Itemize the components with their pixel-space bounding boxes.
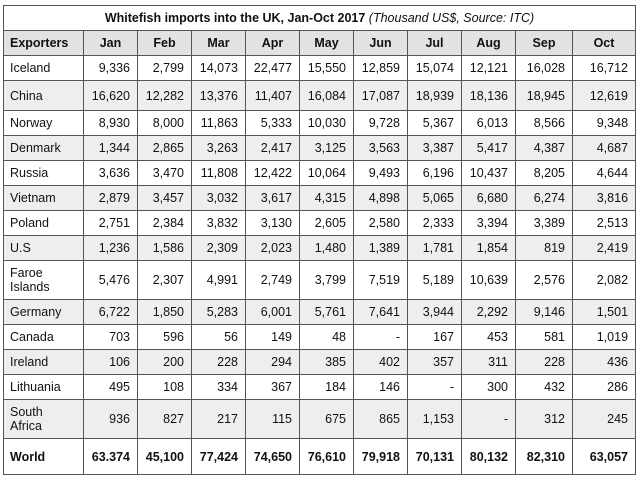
value-cell: 12,422	[246, 161, 300, 186]
value-cell: 10,064	[300, 161, 354, 186]
value-cell: 675	[300, 400, 354, 439]
value-cell: 11,808	[192, 161, 246, 186]
table-row	[4, 350, 636, 375]
table-row	[4, 325, 636, 350]
value-cell: 2,292	[462, 300, 516, 325]
exporter-name: Denmark	[4, 136, 84, 161]
value-cell: 2,082	[573, 261, 636, 300]
value-cell: 13,376	[192, 81, 246, 111]
value-cell: 2,751	[84, 211, 138, 236]
value-cell: 3,816	[573, 186, 636, 211]
table-row	[4, 56, 636, 81]
exporter-name: Vietnam	[4, 186, 84, 211]
value-cell: 184	[300, 375, 354, 400]
value-cell: 15,550	[300, 56, 354, 81]
value-cell: 45,100	[138, 439, 192, 475]
value-cell: 1,854	[462, 236, 516, 261]
value-cell: 6,274	[516, 186, 573, 211]
value-cell: 146	[354, 375, 408, 400]
value-cell: 4,387	[516, 136, 573, 161]
imports-table	[3, 5, 636, 475]
table-row	[4, 111, 636, 136]
exporter-name: Russia	[4, 161, 84, 186]
value-cell: 4,644	[573, 161, 636, 186]
value-cell: 6,680	[462, 186, 516, 211]
value-cell: 2,417	[246, 136, 300, 161]
value-cell: 402	[354, 350, 408, 375]
value-cell: -	[354, 325, 408, 350]
column-header-sep: Sep	[516, 31, 573, 56]
value-cell: 1,153	[408, 400, 462, 439]
value-cell: 300	[462, 375, 516, 400]
table-row	[4, 439, 636, 475]
value-cell: 9,348	[573, 111, 636, 136]
value-cell: 5,189	[408, 261, 462, 300]
value-cell: 217	[192, 400, 246, 439]
value-cell: 200	[138, 350, 192, 375]
value-cell: 2,580	[354, 211, 408, 236]
exporter-name: Canada	[4, 325, 84, 350]
value-cell: 3,387	[408, 136, 462, 161]
column-header-apr: Apr	[246, 31, 300, 56]
value-cell: 16,084	[300, 81, 354, 111]
value-cell: 12,121	[462, 56, 516, 81]
value-cell: 63,057	[573, 439, 636, 475]
value-cell: 76,610	[300, 439, 354, 475]
value-cell: 6,196	[408, 161, 462, 186]
value-cell: 819	[516, 236, 573, 261]
table-title-source: (Thousand US$, Source: ITC)	[368, 11, 535, 25]
value-cell: 5,761	[300, 300, 354, 325]
value-cell: 312	[516, 400, 573, 439]
table-row	[4, 211, 636, 236]
value-cell: 3,130	[246, 211, 300, 236]
table-row	[4, 161, 636, 186]
column-header-mar: Mar	[192, 31, 246, 56]
value-cell: 3,394	[462, 211, 516, 236]
value-cell: 357	[408, 350, 462, 375]
value-cell: 3,389	[516, 211, 573, 236]
value-cell: 10,639	[462, 261, 516, 300]
value-cell: 17,087	[354, 81, 408, 111]
value-cell: 16,620	[84, 81, 138, 111]
exporter-name: Germany	[4, 300, 84, 325]
column-header-exporters: Exporters	[4, 31, 84, 56]
value-cell: 495	[84, 375, 138, 400]
value-cell: 1,480	[300, 236, 354, 261]
value-cell: -	[462, 400, 516, 439]
value-cell: 1,781	[408, 236, 462, 261]
column-header-jun: Jun	[354, 31, 408, 56]
value-cell: 3,944	[408, 300, 462, 325]
value-cell: 1,586	[138, 236, 192, 261]
exporter-name: Ireland	[4, 350, 84, 375]
value-cell: 1,850	[138, 300, 192, 325]
exporter-name: U.S	[4, 236, 84, 261]
value-cell: 8,566	[516, 111, 573, 136]
value-cell: 827	[138, 400, 192, 439]
value-cell: 8,930	[84, 111, 138, 136]
value-cell: 703	[84, 325, 138, 350]
value-cell: 7,519	[354, 261, 408, 300]
value-cell: 14,073	[192, 56, 246, 81]
value-cell: 2,333	[408, 211, 462, 236]
value-cell: 10,030	[300, 111, 354, 136]
value-cell: 7,641	[354, 300, 408, 325]
value-cell: 79,918	[354, 439, 408, 475]
value-cell: 2,419	[573, 236, 636, 261]
value-cell: 3,636	[84, 161, 138, 186]
value-cell: 77,424	[192, 439, 246, 475]
value-cell: 3,799	[300, 261, 354, 300]
table-title-main: Whitefish imports into the UK, Jan-Oct 2017	[104, 11, 366, 25]
value-cell: 3,470	[138, 161, 192, 186]
value-cell: 581	[516, 325, 573, 350]
value-cell: 245	[573, 400, 636, 439]
value-cell: 12,282	[138, 81, 192, 111]
value-cell: 1,344	[84, 136, 138, 161]
value-cell: 167	[408, 325, 462, 350]
exporter-name: China	[4, 81, 84, 111]
value-cell: 6,013	[462, 111, 516, 136]
value-cell: 228	[516, 350, 573, 375]
value-cell: 436	[573, 350, 636, 375]
value-cell: 9,728	[354, 111, 408, 136]
value-cell: 15,074	[408, 56, 462, 81]
value-cell: 228	[192, 350, 246, 375]
value-cell: 3,032	[192, 186, 246, 211]
value-cell: 1,389	[354, 236, 408, 261]
value-cell: 2,023	[246, 236, 300, 261]
value-cell: 5,417	[462, 136, 516, 161]
exporter-name: Iceland	[4, 56, 84, 81]
value-cell: 9,493	[354, 161, 408, 186]
value-cell: 3,617	[246, 186, 300, 211]
exporter-name: Poland	[4, 211, 84, 236]
value-cell: 106	[84, 350, 138, 375]
value-cell: 1,236	[84, 236, 138, 261]
table-container	[0, 5, 640, 475]
value-cell: 2,307	[138, 261, 192, 300]
value-cell: 2,799	[138, 56, 192, 81]
column-header-jan: Jan	[84, 31, 138, 56]
exporter-name: Norway	[4, 111, 84, 136]
value-cell: 12,859	[354, 56, 408, 81]
table-row	[4, 300, 636, 325]
value-cell: -	[408, 375, 462, 400]
value-cell: 70,131	[408, 439, 462, 475]
value-cell: 48	[300, 325, 354, 350]
value-cell: 6,722	[84, 300, 138, 325]
value-cell: 5,476	[84, 261, 138, 300]
value-cell: 2,879	[84, 186, 138, 211]
value-cell: 3,125	[300, 136, 354, 161]
value-cell: 80,132	[462, 439, 516, 475]
value-cell: 9,146	[516, 300, 573, 325]
column-header-aug: Aug	[462, 31, 516, 56]
column-header-oct: Oct	[573, 31, 636, 56]
value-cell: 8,205	[516, 161, 573, 186]
value-cell: 3,263	[192, 136, 246, 161]
value-cell: 8,000	[138, 111, 192, 136]
value-cell: 2,384	[138, 211, 192, 236]
value-cell: 108	[138, 375, 192, 400]
value-cell: 1,501	[573, 300, 636, 325]
table-row	[4, 136, 636, 161]
value-cell: 2,309	[192, 236, 246, 261]
table-title	[4, 6, 636, 31]
table-row	[4, 81, 636, 111]
value-cell: 865	[354, 400, 408, 439]
value-cell: 3,832	[192, 211, 246, 236]
value-cell: 16,028	[516, 56, 573, 81]
column-header-may: May	[300, 31, 354, 56]
value-cell: 82,310	[516, 439, 573, 475]
value-cell: 2,513	[573, 211, 636, 236]
value-cell: 4,898	[354, 186, 408, 211]
value-cell: 11,407	[246, 81, 300, 111]
value-cell: 294	[246, 350, 300, 375]
value-cell: 16,712	[573, 56, 636, 81]
value-cell: 3,457	[138, 186, 192, 211]
value-cell: 453	[462, 325, 516, 350]
value-cell: 11,863	[192, 111, 246, 136]
value-cell: 2,749	[246, 261, 300, 300]
value-cell: 149	[246, 325, 300, 350]
value-cell: 596	[138, 325, 192, 350]
value-cell: 6,001	[246, 300, 300, 325]
exporter-name: Faroe Islands	[4, 261, 84, 300]
column-header-feb: Feb	[138, 31, 192, 56]
value-cell: 2,576	[516, 261, 573, 300]
table-row	[4, 261, 636, 300]
value-cell: 3,563	[354, 136, 408, 161]
value-cell: 385	[300, 350, 354, 375]
value-cell: 22,477	[246, 56, 300, 81]
value-cell: 10,437	[462, 161, 516, 186]
value-cell: 311	[462, 350, 516, 375]
value-cell: 74,650	[246, 439, 300, 475]
value-cell: 1,019	[573, 325, 636, 350]
value-cell: 367	[246, 375, 300, 400]
value-cell: 18,136	[462, 81, 516, 111]
value-cell: 334	[192, 375, 246, 400]
value-cell: 4,315	[300, 186, 354, 211]
value-cell: 4,687	[573, 136, 636, 161]
value-cell: 286	[573, 375, 636, 400]
value-cell: 936	[84, 400, 138, 439]
value-cell: 2,865	[138, 136, 192, 161]
value-cell: 2,605	[300, 211, 354, 236]
value-cell: 18,939	[408, 81, 462, 111]
value-cell: 5,367	[408, 111, 462, 136]
value-cell: 12,619	[573, 81, 636, 111]
value-cell: 5,333	[246, 111, 300, 136]
exporter-name: South Africa	[4, 400, 84, 439]
value-cell: 18,945	[516, 81, 573, 111]
value-cell: 9,336	[84, 56, 138, 81]
value-cell: 5,065	[408, 186, 462, 211]
value-cell: 4,991	[192, 261, 246, 300]
column-header-jul: Jul	[408, 31, 462, 56]
value-cell: 432	[516, 375, 573, 400]
table-row	[4, 375, 636, 400]
table-row	[4, 236, 636, 261]
table-row	[4, 400, 636, 439]
value-cell: 63.374	[84, 439, 138, 475]
table-body	[4, 56, 636, 475]
value-cell: 115	[246, 400, 300, 439]
table-row	[4, 186, 636, 211]
exporter-name: World	[4, 439, 84, 475]
value-cell: 5,283	[192, 300, 246, 325]
exporter-name: Lithuania	[4, 375, 84, 400]
value-cell: 56	[192, 325, 246, 350]
table-header-row	[4, 31, 636, 56]
